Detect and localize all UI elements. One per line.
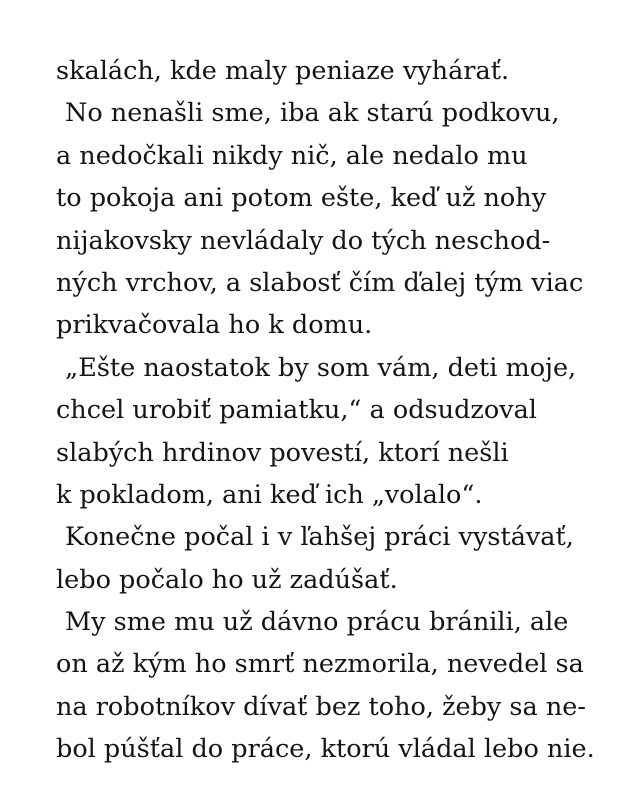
body-text [56, 50, 600, 771]
text-line: My sme mu už dávno prácu bránili, ale [65, 607, 569, 638]
text-line: chcel urobiť pamiatku,“ a odsudzoval [56, 395, 537, 426]
text-line: a nedočkali nikdy nič, ale nedalo mu [56, 140, 528, 171]
text-line: nijakovsky nevládaly do tých neschod- [56, 225, 551, 256]
text-line: lebo počalo ho už zadúšať. [56, 564, 398, 595]
text-line: k pokladom, ani keď ich „volalo“. [56, 479, 483, 510]
text-line: to pokoja ani potom ešte, keď už nohy [56, 183, 547, 214]
text-line: skalách, kde maly peniaze vyhárať. [56, 56, 510, 86]
text-line: Konečne počal i v ľahšej práci vystávať, [65, 522, 574, 553]
text-line: slabých hrdinov povestí, ktorí nešli [56, 437, 509, 468]
text-line: „Ešte naostatok by som vám, deti moje, [65, 352, 577, 383]
text-line: na robotníkov dívať bez toho, žeby sa ne- [56, 691, 586, 722]
text-line: bol púšťal do práce, ktorú vládal lebo nie. [56, 734, 595, 765]
text-line: No nenašli sme, iba ak starú podkovu, [65, 98, 560, 129]
text-line: prikvačovala ho k domu. [56, 310, 373, 341]
text-line: on až kým ho smrť nezmorila, nevedel sa [56, 649, 584, 680]
text-line: ných vrchov, a slabosť čím ďalej tým viac [56, 267, 584, 298]
